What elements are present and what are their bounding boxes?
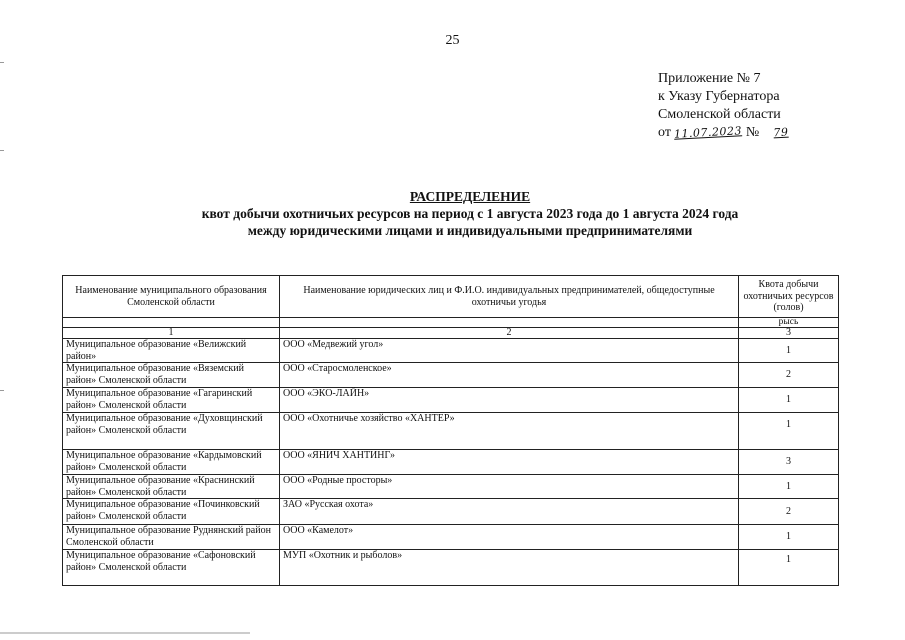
column-number: 1	[63, 328, 280, 339]
table-row	[63, 550, 839, 586]
table-row	[63, 388, 839, 413]
appendix-number-label: №	[745, 125, 760, 140]
scan-mark	[0, 390, 4, 391]
municipality-cell: Муниципальное образование «Сафоновский район» Смоленской области	[63, 550, 280, 586]
entity-cell: ООО «Родные просторы»	[280, 475, 739, 499]
municipality-cell: Муниципальное образование «Краснинский район» Смоленской области	[63, 475, 280, 499]
title-main: РАСПРЕДЕЛЕНИЕ	[409, 189, 531, 204]
appendix-line-3: Смоленской области	[658, 107, 781, 122]
quota-cell: 2	[739, 363, 839, 388]
entity-cell: МУП «Охотник и рыболов»	[280, 550, 739, 586]
table-row	[63, 499, 839, 525]
page-number: 25	[445, 33, 460, 48]
table-row	[63, 475, 839, 499]
quota-cell: 1	[739, 339, 839, 363]
entity-cell: ЗАО «Русская охота»	[280, 499, 739, 525]
municipality-cell: Муниципальное образование «Велижский район»	[63, 339, 280, 363]
column-number: 2	[280, 328, 739, 339]
appendix-block	[658, 70, 799, 142]
appendix-date: 11.07.2023	[674, 124, 743, 141]
entity-cell: ООО «ЭКО-ЛАЙН»	[280, 388, 739, 413]
entity-cell: ООО «ЯНИЧ ХАНТИНГ»	[280, 450, 739, 475]
scan-edge	[0, 632, 250, 634]
table-row	[63, 525, 839, 550]
scan-mark	[0, 62, 4, 63]
municipality-cell: Муниципальное образование «Гагаринский район» Смоленской области	[63, 388, 280, 413]
header-spacer	[63, 318, 280, 328]
quota-cell: 3	[739, 450, 839, 475]
header-species: рысь	[739, 318, 839, 328]
title-line-2: квот добычи охотничьих ресурсов на период с 1 августа 2023 года до 1 августа 2024 года	[201, 206, 739, 221]
municipality-cell: Муниципальное образование «Духовщинский район» Смоленской области	[63, 413, 280, 450]
entity-cell: ООО «Охотничье хозяйство «ХАНТЕР»	[280, 413, 739, 450]
municipality-cell: Муниципальное образование «Кардымовский район» Смоленской области	[63, 450, 280, 475]
appendix-line-1: Приложение № 7	[658, 71, 761, 86]
table-row	[63, 363, 839, 388]
table-row	[63, 450, 839, 475]
quota-cell: 1	[739, 475, 839, 499]
appendix-line-2: к Указу Губернатора	[658, 89, 780, 104]
header-quota: Квота добычи охотничьих ресурсов (голов)	[739, 276, 839, 318]
quota-cell: 1	[739, 388, 839, 413]
header-municipality: Наименование муниципального образования Смоленской области	[63, 276, 280, 318]
header-entity: Наименование юридических лиц и Ф.И.О. индивидуальных предпринимателей, общедоступные охотничьи угодья	[280, 276, 739, 318]
municipality-cell: Муниципальное образование «Вяземский район» Смоленской области	[63, 363, 280, 388]
document-title	[100, 188, 840, 239]
municipality-cell: Муниципальное образование Руднянский район Смоленской области	[63, 525, 280, 550]
table-row	[63, 413, 839, 450]
table-row	[63, 339, 839, 363]
appendix-date-line	[658, 124, 799, 142]
municipality-cell: Муниципальное образование «Починковский район» Смоленской области	[63, 499, 280, 525]
entity-cell: ООО «Старосмоленское»	[280, 363, 739, 388]
quota-cell: 2	[739, 499, 839, 525]
entity-cell: ООО «Камелот»	[280, 525, 739, 550]
title-line-3: между юридическими лицами и индивидуальными предпринимателями	[247, 223, 693, 238]
header-spacer	[280, 318, 739, 328]
entity-cell: ООО «Медвежий угол»	[280, 339, 739, 363]
quota-cell: 1	[739, 550, 839, 586]
appendix-number: 79	[772, 125, 789, 140]
column-number: 3	[739, 328, 839, 339]
quota-cell: 1	[739, 525, 839, 550]
quota-cell: 1	[739, 413, 839, 450]
scan-mark	[0, 150, 4, 151]
quota-table	[62, 275, 839, 586]
appendix-date-prefix: от	[658, 125, 671, 140]
